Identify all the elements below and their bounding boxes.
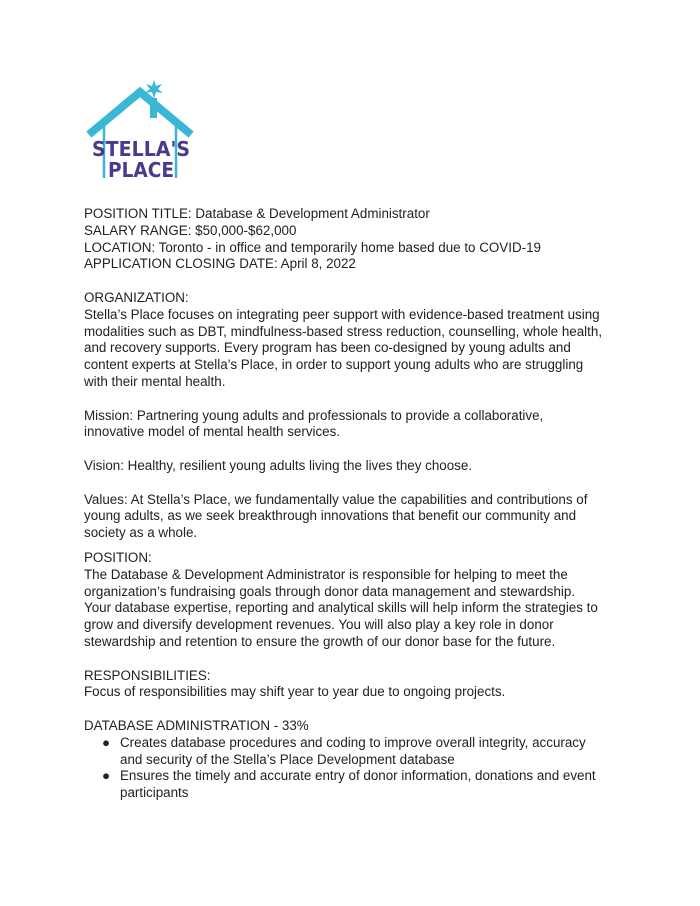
list-item xyxy=(84,735,624,769)
organization-line: Stella’s Place focuses on integrating peer support with evidence-based treatment using xyxy=(84,306,600,322)
database-admin-heading: DATABASE ADMINISTRATION - 33% xyxy=(84,717,309,733)
organization-line: content experts at Stella’s Place, in order to support young adults who are struggling xyxy=(84,357,584,373)
closing-date: APPLICATION CLOSING DATE: April 8, 2022 xyxy=(84,256,356,272)
roof-icon xyxy=(92,92,188,132)
position-heading: POSITION: xyxy=(84,549,152,565)
stellas-place-logo xyxy=(84,74,199,186)
database-admin-list xyxy=(84,735,624,802)
position-title: POSITION TITLE: Database & Development Administrator xyxy=(84,206,430,221)
mission-line: innovative model of mental health services. xyxy=(84,424,341,440)
responsibilities-heading: RESPONSIBILITIES: xyxy=(84,667,211,683)
bullet-icon: ● xyxy=(102,768,111,784)
salary-range: SALARY RANGE: $50,000-$62,000 xyxy=(84,222,297,238)
job-posting-document xyxy=(84,206,624,802)
list-item-line: participants xyxy=(120,785,189,801)
logo-text-line1: STELLA'S xyxy=(92,137,190,161)
bullet-icon: ● xyxy=(102,734,111,750)
values-line: Values: At Stella’s Place, we fundamentally value the capabilities and contributions of xyxy=(84,491,588,507)
position-line: organization’s fundraising goals through donor data management and stewardship. xyxy=(84,583,576,599)
values-line: society as a whole. xyxy=(84,525,198,541)
location: LOCATION: Toronto - in office and temporarily home based due to COVID-19 xyxy=(84,239,541,255)
position-line: stewardship and retention to ensure the growth of our donor base for the future. xyxy=(84,633,556,649)
position-line: The Database & Development Administrator is responsible for helping to meet the xyxy=(84,566,568,582)
values-line: young adults, as we seek breakthrough innovations that benefit our community and xyxy=(84,508,577,524)
organization-line: and recovery supports. Every program has been co-designed by young adults and xyxy=(84,340,571,356)
position-line: grow and diversify development revenues. You will also play a key role in donor xyxy=(84,617,554,633)
organization-line: modalities such as DBT, mindfulness-based stress reduction, counselling, whole health, xyxy=(84,323,603,339)
vision-line: Vision: Healthy, resilient young adults living the lives they choose. xyxy=(84,457,473,473)
list-item xyxy=(84,768,624,802)
organization-line: with their mental health. xyxy=(84,373,226,389)
list-item-line: and security of the Stella’s Place Development database xyxy=(120,751,455,767)
organization-heading: ORGANIZATION: xyxy=(84,289,189,305)
responsibilities-text: Focus of responsibilities may shift year to year due to ongoing projects. xyxy=(84,684,506,700)
list-item-line: Creates database procedures and coding to improve overall integrity, accuracy xyxy=(120,734,586,750)
position-line: Your database expertise, reporting and analytical skills will help inform the strategies to xyxy=(84,600,598,616)
list-item-line: Ensures the timely and accurate entry of donor information, donations and event xyxy=(120,768,596,784)
logo-text-line2: PLACE xyxy=(108,158,174,182)
mission-line: Mission: Partnering young adults and professionals to provide a collaborative, xyxy=(84,407,544,423)
